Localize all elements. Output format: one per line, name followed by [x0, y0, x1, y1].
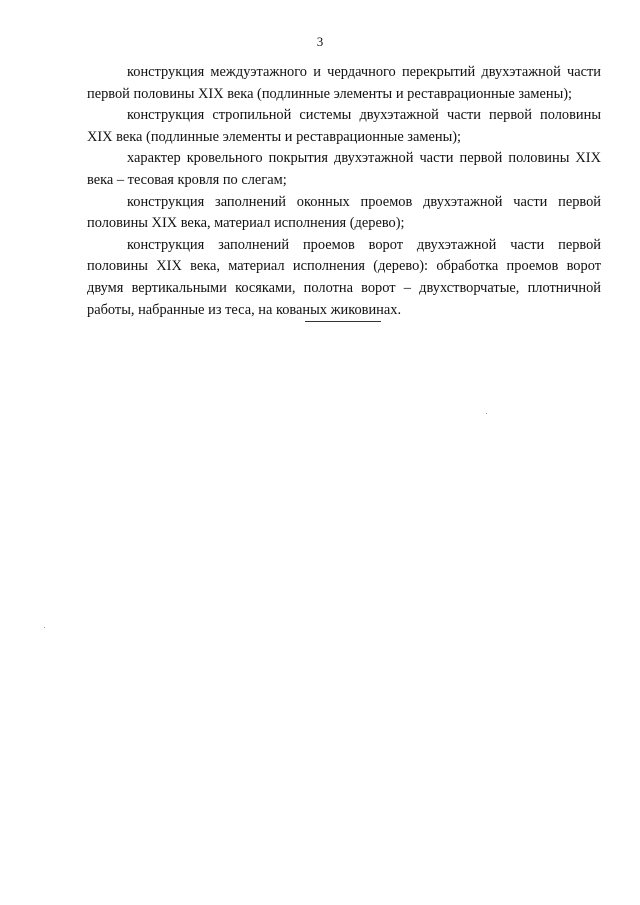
paragraph: конструкция заполнений проемов ворот двухэтажной части первой половины XIX века, материал исполнения (дерево): обработка проемов ворот двумя вертикальными косяками, полотна ворот – двухстворчатые, плотничной работы, набранные из теса, на кованых жиковинах. [87, 236, 601, 318]
paragraph: характер кровельного покрытия двухэтажной части первой половины XIX века – тесовая кровля по слегам; [87, 150, 601, 188]
end-separator-line [305, 321, 381, 322]
page-number: 3 [316, 34, 324, 49]
scan-speck [44, 627, 45, 628]
paragraph: конструкция стропильной системы двухэтажной части первой половины XIX века (подлинные элементы и реставрационные замены); [87, 107, 601, 145]
scan-speck [486, 413, 487, 414]
paragraph: конструкция междуэтажного и чердачного перекрытий двухэтажной части первой половины XIX века (подлинные элементы и реставрационные замены); [87, 64, 601, 102]
body-text [87, 62, 601, 321]
paragraph: конструкция заполнений оконных проемов двухэтажной части первой половины XIX века, материал исполнения (дерево); [87, 193, 601, 232]
